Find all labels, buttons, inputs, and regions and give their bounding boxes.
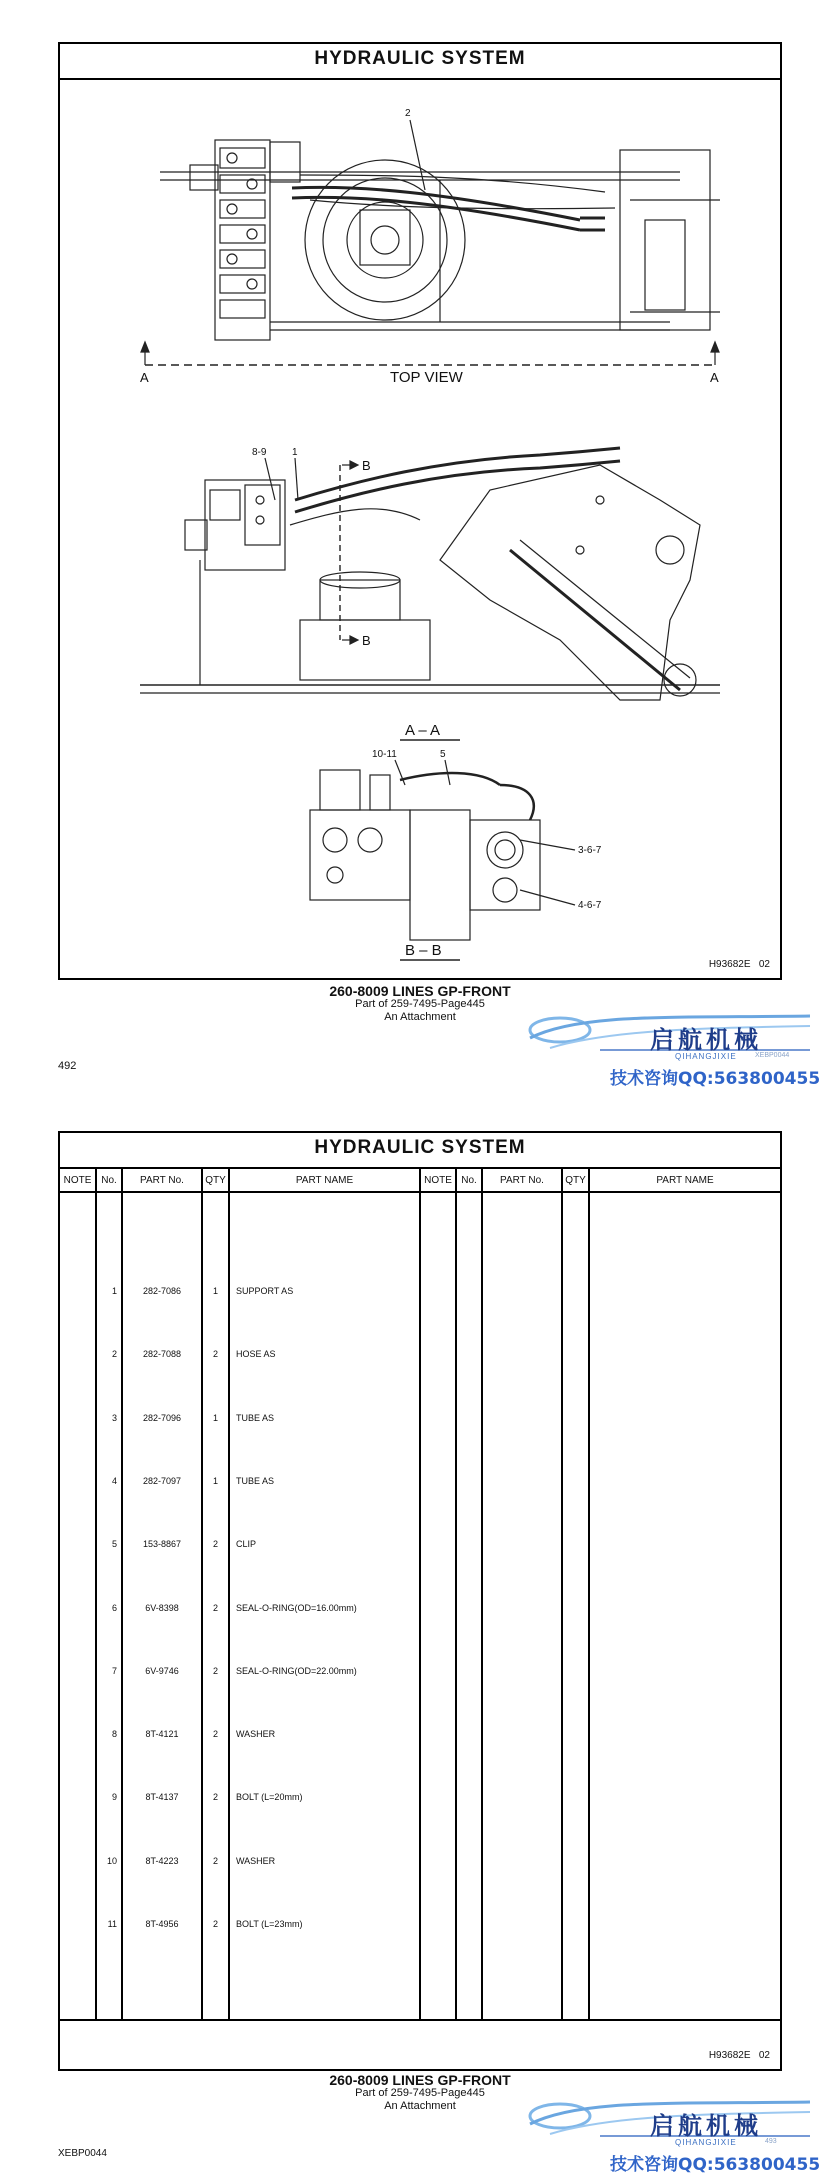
watermark-code-2: 493 <box>765 2138 777 2145</box>
watermark-logo <box>520 1008 830 1088</box>
watermark-code: XEBP0044 <box>755 1052 790 1059</box>
watermark-pinyin: QIHANGJIXIE <box>675 1052 737 1061</box>
row-part-name: TUBE AS <box>229 1449 420 1512</box>
table-row <box>60 1639 780 1702</box>
row-part-name: SEAL-O-RING(OD=16.00mm) <box>229 1576 420 1639</box>
row-part-no: 282-7086 <box>122 1260 202 1323</box>
section-marker-a-left: A <box>140 370 149 385</box>
drawing-frame <box>58 42 782 980</box>
parts-caption-attachment: An Attachment <box>384 2100 456 2112</box>
watermark-pinyin-2: QIHANGJIXIE <box>675 2138 737 2147</box>
parts-drawing-id: H93682E 02 <box>708 2050 770 2061</box>
row-no: 3 <box>96 1386 122 1449</box>
row-part-name: WASHER <box>229 1702 420 1765</box>
row-part-name: TUBE AS <box>229 1386 420 1449</box>
row-qty: 2 <box>202 1576 229 1639</box>
row-qty: 1 <box>202 1260 229 1323</box>
row-part-name: BOLT (L=23mm) <box>229 1892 420 1955</box>
page-number: 492 <box>58 1060 77 1072</box>
row-qty: 2 <box>202 1513 229 1576</box>
table-header-row <box>60 1169 780 1192</box>
row-part-no: 8T-4956 <box>122 1892 202 1955</box>
row-no: 6 <box>96 1576 122 1639</box>
col-qty-2: QTY <box>562 1169 589 1192</box>
row-qty: 1 <box>202 1386 229 1449</box>
caption-title: 260-8009 LINES GP-FRONT <box>329 983 511 999</box>
col-note-2: NOTE <box>420 1169 456 1192</box>
watermark-contact: 技术咨询QQ:563800455 <box>610 1069 821 1089</box>
row-part-name: BOLT (L=20mm) <box>229 1766 420 1829</box>
section-marker-b-top: B <box>362 458 371 473</box>
table-row <box>60 1829 780 1892</box>
row-part-no: 8T-4121 <box>122 1702 202 1765</box>
col-no: No. <box>96 1169 122 1192</box>
parts-table-body <box>60 1192 780 2019</box>
table-row <box>60 1766 780 1829</box>
row-part-name: SEAL-O-RING(OD=22.00mm) <box>229 1639 420 1702</box>
callout-5: 5 <box>440 749 446 760</box>
watermark-company: 启航机械 <box>650 1026 762 1054</box>
parts-list-frame <box>58 1131 782 2071</box>
table-row <box>60 1386 780 1449</box>
col-note: NOTE <box>60 1169 96 1192</box>
page-code: XEBP0044 <box>58 2148 107 2159</box>
row-part-name: WASHER <box>229 1829 420 1892</box>
row-part-no: 282-7096 <box>122 1386 202 1449</box>
row-qty: 2 <box>202 1892 229 1955</box>
table-row <box>60 1323 780 1386</box>
row-no: 11 <box>96 1892 122 1955</box>
row-part-no: 6V-8398 <box>122 1576 202 1639</box>
callout-3-6-7: 3-6-7 <box>578 845 602 856</box>
row-no: 4 <box>96 1449 122 1512</box>
col-no-2: No. <box>456 1169 482 1192</box>
table-row <box>60 1449 780 1512</box>
row-part-name: HOSE AS <box>229 1323 420 1386</box>
row-part-no: 153-8867 <box>122 1513 202 1576</box>
parts-caption-part-of: Part of 259-7495-Page445 <box>355 2087 485 2099</box>
table-row <box>60 1576 780 1639</box>
watermark-company-2: 启航机械 <box>650 2112 762 2140</box>
section-marker-a-right: A <box>710 370 719 385</box>
watermark-contact-2: 技术咨询QQ:563800455 <box>610 2155 821 2175</box>
page-title: HYDRAULIC SYSTEM <box>314 48 526 69</box>
row-no: 10 <box>96 1829 122 1892</box>
callout-2: 2 <box>405 108 411 119</box>
col-qty: QTY <box>202 1169 229 1192</box>
parts-caption-title: 260-8009 LINES GP-FRONT <box>329 2072 511 2088</box>
col-part-name-2: PART NAME <box>589 1169 780 1192</box>
drawing-id: H93682E 02 <box>708 959 770 970</box>
table-row <box>60 1260 780 1323</box>
table-row <box>60 1892 780 1955</box>
row-part-no: 8T-4223 <box>122 1829 202 1892</box>
section-a-label: A – A <box>405 722 441 739</box>
table-footer-divider <box>60 2019 780 2021</box>
table-row <box>60 1513 780 1576</box>
row-part-name: SUPPORT AS <box>229 1260 420 1323</box>
row-part-no: 282-7088 <box>122 1323 202 1386</box>
callout-8-9: 8-9 <box>252 447 267 458</box>
callout-10-11: 10-11 <box>372 749 397 760</box>
row-no: 7 <box>96 1639 122 1702</box>
row-no: 8 <box>96 1702 122 1765</box>
parts-table <box>60 1169 780 2019</box>
row-qty: 2 <box>202 1702 229 1765</box>
row-no: 1 <box>96 1260 122 1323</box>
row-qty: 2 <box>202 1766 229 1829</box>
row-qty: 2 <box>202 1639 229 1702</box>
watermark-logo-2 <box>520 2094 830 2174</box>
row-part-name: CLIP <box>229 1513 420 1576</box>
row-part-no: 282-7097 <box>122 1449 202 1512</box>
section-b-label: B – B <box>405 942 442 959</box>
caption-attachment: An Attachment <box>384 1011 456 1023</box>
top-view-label: TOP VIEW <box>390 369 463 386</box>
section-marker-b-bottom: B <box>362 633 371 648</box>
col-part-no: PART No. <box>122 1169 202 1192</box>
row-part-no: 8T-4137 <box>122 1766 202 1829</box>
col-part-name: PART NAME <box>229 1169 420 1192</box>
hydraulic-drawing <box>60 80 780 980</box>
col-part-no-2: PART No. <box>482 1169 562 1192</box>
callout-1: 1 <box>292 447 298 458</box>
callout-4-6-7: 4-6-7 <box>578 900 602 911</box>
table-row <box>60 1702 780 1765</box>
row-no: 5 <box>96 1513 122 1576</box>
caption-part-of: Part of 259-7495-Page445 <box>355 998 485 1010</box>
row-part-no: 6V-9746 <box>122 1639 202 1702</box>
row-no: 2 <box>96 1323 122 1386</box>
row-qty: 2 <box>202 1323 229 1386</box>
row-qty: 1 <box>202 1449 229 1512</box>
row-qty: 2 <box>202 1829 229 1892</box>
parts-list-title: HYDRAULIC SYSTEM <box>314 1137 526 1158</box>
row-no: 9 <box>96 1766 122 1829</box>
